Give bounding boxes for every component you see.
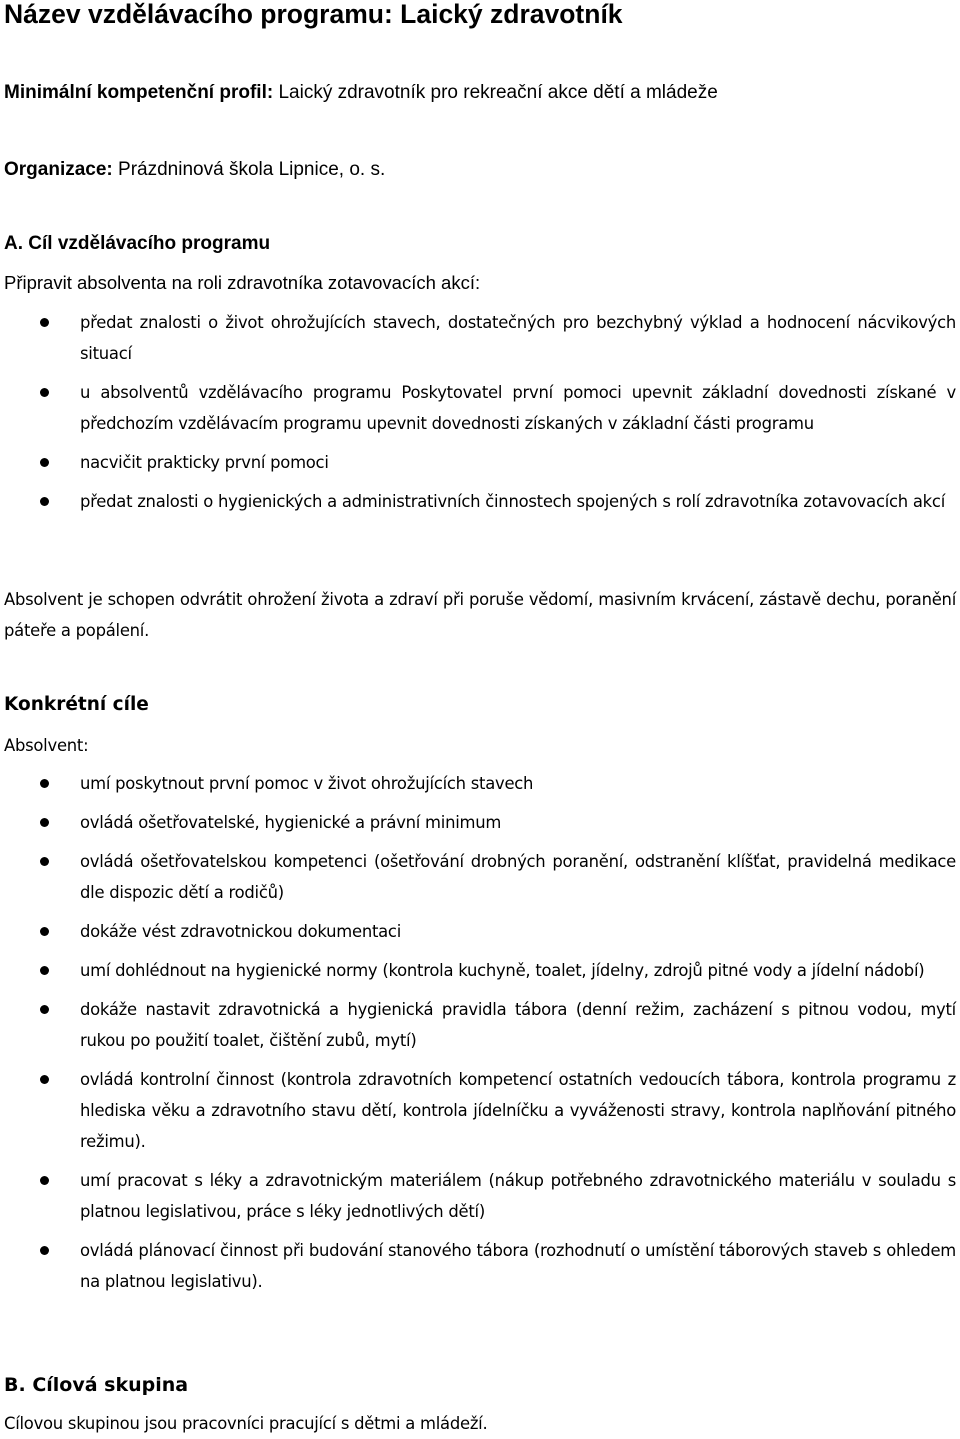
bullet-icon	[40, 779, 49, 788]
section-a-closing: Absolvent je schopen odvrátit ohrožení života a zdraví při poruše vědomí, masivním krvácení, zástavě dechu, poranění páteře a popálení.	[4, 590, 956, 640]
bullet-icon	[40, 1176, 49, 1185]
goals-intro: Absolvent:	[4, 736, 89, 755]
organization-value: Prázdninová škola Lipnice, o. s.	[112, 159, 386, 180]
competence-profile-label: Minimální kompetenční profil:	[4, 82, 274, 103]
competence-profile-value: Laický zdravotník pro rekreační akce dětí a mládeže	[273, 82, 718, 103]
bullet-icon	[40, 857, 49, 866]
list-item: předat znalosti o život ohrožujících stavech, dostatečných pro bezchybný výklad a hodnocení nácvikových situací	[0, 307, 956, 369]
list-item: ovládá kontrolní činnost (kontrola zdravotních kompetencí ostatních vedoucích tábora, kontrola programu z hlediska věku a zdravotního stavu dětí, kontrola jídelníčku a vyváženosti stravy, kontrola naplňování pitného režimu).	[0, 1064, 956, 1157]
goals-list	[0, 768, 960, 1297]
list-item: předat znalosti o hygienických a administrativních činnostech spojených s rolí zdravotníka zotavovacích akcí	[0, 486, 956, 517]
list-item: dokáže vést zdravotnickou dokumentaci	[0, 916, 956, 947]
section-a-intro: Připravit absolventa na roli zdravotníka zotavovacích akcí:	[4, 272, 481, 293]
organization-label: Organizace:	[4, 159, 113, 180]
bullet-icon	[40, 1075, 49, 1084]
bullet-icon	[40, 966, 49, 975]
section-a-heading: A. Cíl vzdělávacího programu	[4, 233, 271, 254]
bullet-icon	[40, 927, 49, 936]
section-b-text: Cílovou skupinou jsou pracovníci pracující s dětmi a mládeží.	[4, 1414, 488, 1433]
list-item: ovládá ošetřovatelskou kompetenci (ošetřování drobných poranění, odstranění klíšťat, pravidelná medikace dle dispozic dětí a rodičů)	[0, 846, 956, 908]
bullet-icon	[40, 1005, 49, 1014]
list-item: ovládá ošetřovatelské, hygienické a právní minimum	[0, 807, 956, 838]
list-item: umí dohlédnout na hygienické normy (kontrola kuchyně, toalet, jídelny, zdrojů pitné vody a jídelní nádobí)	[0, 955, 956, 986]
goals-heading: Konkrétní cíle	[4, 694, 149, 715]
organization	[4, 157, 385, 183]
list-item: u absolventů vzdělávacího programu Poskytovatel první pomoci upevnit základní dovednosti získané v předchozím vzdělávacím programu upevnit dovednosti získaných v základní části programu	[0, 377, 956, 439]
list-item: ovládá plánovací činnost při budování stanového tábora (rozhodnutí o umístění táborových staveb s ohledem na platnou legislativu).	[0, 1235, 956, 1297]
list-item: umí pracovat s léky a zdravotnickým materiálem (nákup potřebného zdravotnického materiálu v souladu s platnou legislativou, práce s léky jednotlivých dětí)	[0, 1165, 956, 1227]
bullet-icon	[40, 458, 49, 467]
list-item: nacvičit prakticky první pomoci	[0, 447, 956, 478]
bullet-icon	[40, 818, 49, 827]
bullet-icon	[40, 318, 49, 327]
competence-profile	[4, 80, 718, 106]
section-b-heading: B. Cílová skupina	[4, 1374, 189, 1396]
list-item: dokáže nastavit zdravotnická a hygienická pravidla tábora (denní režim, zacházení s pitnou vodou, mytí rukou po použití toalet, čištění zubů, mytí)	[0, 994, 956, 1056]
list-item: umí poskytnout první pomoc v život ohrožujících stavech	[0, 768, 956, 799]
bullet-icon	[40, 388, 49, 397]
bullet-icon	[40, 1246, 49, 1255]
document-title: Název vzdělávacího programu: Laický zdravotník	[4, 0, 623, 29]
section-a-list	[0, 307, 960, 517]
bullet-icon	[40, 497, 49, 506]
